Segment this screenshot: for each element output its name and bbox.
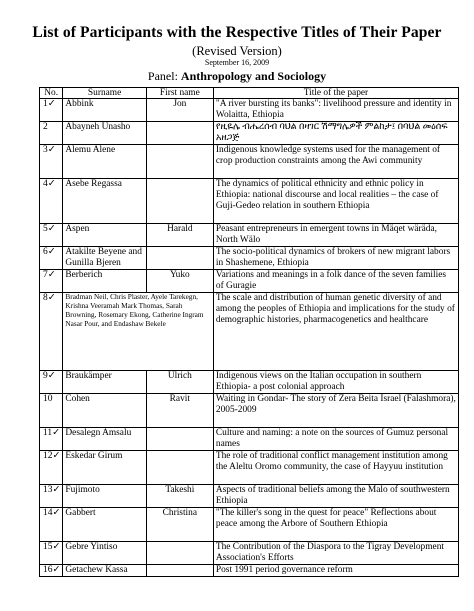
row-number: 5✓ xyxy=(40,224,63,247)
table-row xyxy=(40,293,459,371)
table-row xyxy=(40,145,459,179)
paper-title-cell: "A river bursting its banks": livelihood pressure and identity in Wolaitta, Ethiopia xyxy=(213,99,458,122)
surname-cell: Abayneh Unasho xyxy=(63,122,146,145)
paper-title-cell: Post 1991 period governance reform xyxy=(213,565,458,577)
paper-title-cell: Culture and naming: a note on the sources of Gumuz personal names xyxy=(213,428,458,451)
paper-title-cell: The role of traditional conflict management institution among the Aleltu Oromo community, the case of Hayyuu institution xyxy=(213,451,458,485)
surname-cell: Abbink xyxy=(63,99,146,122)
surname-cell: Braukämper xyxy=(63,371,146,394)
row-number: 2 xyxy=(40,122,63,145)
first-name-cell xyxy=(146,122,213,145)
row-number: 8✓ xyxy=(40,293,63,371)
participants-table xyxy=(39,87,459,577)
surname-cell: Aspen xyxy=(63,224,146,247)
surname-cell: Atakilte Beyene and Gunilla Bjeren xyxy=(63,247,146,270)
first-name-cell xyxy=(146,451,213,485)
revision-note: (Revised Version) xyxy=(192,44,282,58)
first-name-cell xyxy=(146,565,213,577)
surname-cell: Eskedar Girum xyxy=(63,451,146,485)
surname-cell: Desalegn Amsalu xyxy=(63,428,146,451)
paper-title-cell: The dynamics of political ethnicity and ethnic policy in Ethiopia: national discourse and local realities – the case of Guji-Gedeo relation in southern Ethiopia xyxy=(213,179,458,224)
first-name-cell xyxy=(146,247,213,270)
panel-heading xyxy=(0,69,474,84)
surname-cell: Gebre Yintiso xyxy=(63,542,146,565)
table-row xyxy=(40,394,459,428)
first-name-cell: Takeshi xyxy=(146,485,213,508)
row-number: 7✓ xyxy=(40,270,63,293)
surname-cell: Asebe Regassa xyxy=(63,179,146,224)
surname-cell: Berberich xyxy=(63,270,146,293)
first-name-cell: Ravit xyxy=(146,394,213,428)
first-name-cell: Yuko xyxy=(146,270,213,293)
column-header-title: Title of the paper xyxy=(213,88,458,99)
table-header-row xyxy=(40,88,459,99)
row-number: 11✓ xyxy=(40,428,63,451)
table-row xyxy=(40,428,459,451)
paper-title-cell: የዚዬሌ ብሔረሰብ ባህል በዛገር ሽማግሌዎች ምልከታ፤ በባህል መዕሰፍ አዘጋጅ xyxy=(213,122,458,145)
first-name-cell xyxy=(146,179,213,224)
first-name-cell: Harald xyxy=(146,224,213,247)
paper-title-cell: The socio-political dynamics of brokers of new migrant labors in Shashemene, Ethiopia xyxy=(213,247,458,270)
page-title: List of Participants with the Respective Titles of Their Paper xyxy=(32,24,442,41)
panel-prefix: Panel: xyxy=(147,69,181,83)
row-number: 10 xyxy=(40,394,63,428)
first-name-cell: Jon xyxy=(146,99,213,122)
row-number: 13✓ xyxy=(40,485,63,508)
table-row xyxy=(40,508,459,542)
surname-cell: Alemu Alene xyxy=(63,145,146,179)
column-header-surname: Surname xyxy=(63,88,146,99)
first-name-cell: Christina xyxy=(146,508,213,542)
row-number: 15✓ xyxy=(40,542,63,565)
paper-title-cell: The scale and distribution of human genetic diversity of and among the peoples of Ethiopia and implications for the study of demographic histories, pharmacogenetics and healthcare xyxy=(213,293,458,371)
table-row xyxy=(40,485,459,508)
row-number: 6✓ xyxy=(40,247,63,270)
paper-title-cell: Aspects of traditional beliefs among the Malo of southwestern Ethiopia xyxy=(213,485,458,508)
first-name-cell xyxy=(146,145,213,179)
paper-title-cell: Variations and meanings in a folk dance of the seven families of Guragie xyxy=(213,270,458,293)
row-number: 4✓ xyxy=(40,179,63,224)
table-row xyxy=(40,542,459,565)
table-row xyxy=(40,451,459,485)
table-row xyxy=(40,122,459,145)
paper-title-cell: Waiting in Gondar- The story of Zera Beita Israel (Falashmora), 2005-2009 xyxy=(213,394,458,428)
row-number: 1✓ xyxy=(40,99,63,122)
first-name-cell xyxy=(146,542,213,565)
row-number: 12✓ xyxy=(40,451,63,485)
paper-title-cell: "The killer's song in the quest for peace" Reflections about peace among the Arbore of Southern Ethiopia xyxy=(213,508,458,542)
surname-cell: Cohen xyxy=(63,394,146,428)
surname-cell: Fujimoto xyxy=(63,485,146,508)
table-row xyxy=(40,371,459,394)
document-date: September 16, 2009 xyxy=(204,58,270,67)
row-number: 3✓ xyxy=(40,145,63,179)
column-header-no: No. xyxy=(40,88,63,99)
row-number: 14✓ xyxy=(40,508,63,542)
table-row xyxy=(40,224,459,247)
table-row xyxy=(40,179,459,224)
surname-cell: Bradman Neil, Chris Plaster, Ayele Tarekegn, Krishna Veeramah Mark Thomas, Sarah Browning, Rosemary Ekong, Catherine Ingram Nasar Pour, and Endashaw Bekele xyxy=(63,293,214,371)
surname-cell: Gabbert xyxy=(63,508,146,542)
paper-title-cell: The Contribution of the Diaspora to the Tigray Development Association's Efforts xyxy=(213,542,458,565)
first-name-cell xyxy=(146,428,213,451)
table-row xyxy=(40,565,459,577)
table-row xyxy=(40,247,459,270)
paper-title-cell: Peasant entrepreneurs in emergent towns in Mäqet wärädа, North Wälo xyxy=(213,224,458,247)
surname-cell: Getachew Kassa xyxy=(63,565,146,577)
table-row xyxy=(40,99,459,122)
paper-title-cell: Indigenous views on the Italian occupation in southern Ethiopia- a post colonial approach xyxy=(213,371,458,394)
panel-name: Anthropology and Sociology xyxy=(180,69,327,83)
table-row xyxy=(40,270,459,293)
row-number: 9✓ xyxy=(40,371,63,394)
row-number: 16✓ xyxy=(40,565,63,577)
paper-title-cell: Indigenous knowledge systems used for the management of crop production constraints among the Awi community xyxy=(213,145,458,179)
first-name-cell: Ulrich xyxy=(146,371,213,394)
column-header-first-name: First name xyxy=(146,88,213,99)
